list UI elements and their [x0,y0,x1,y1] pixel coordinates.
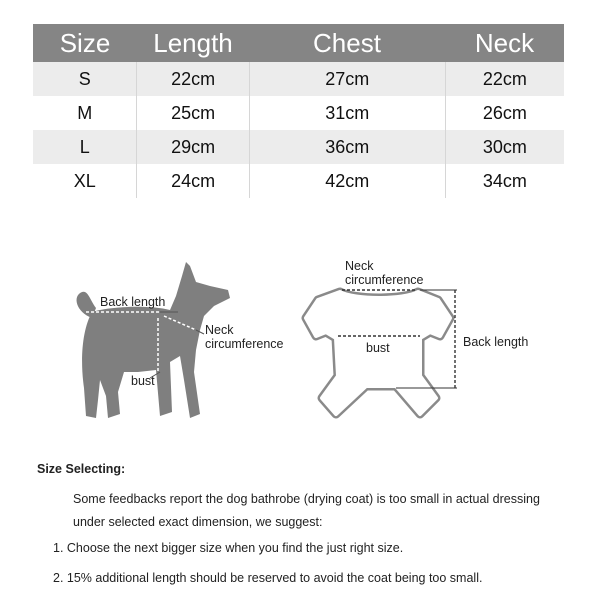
notes-item-2: 2. 15% additional length should be reserved to avoid the coat being too small. [53,571,483,585]
length-cell: 24cm [136,164,248,198]
length-cell: 29cm [136,130,248,164]
chest-cell: 31cm [249,96,445,130]
header-neck: Neck [474,27,535,58]
neck-cell: 30cm [445,130,564,164]
chest-cell: 36cm [249,130,445,164]
header-length: Length [153,27,233,58]
notes-intro-line-2: under selected exact dimension, we suggest: [73,515,323,529]
coat-back-length-label: Back length [463,335,529,349]
notes-heading: Size Selecting: [37,462,126,476]
size-cell: L [79,136,90,157]
notes-item-1: 1. Choose the next bigger size when you find the just right size. [53,541,404,555]
coat-bust-label: bust [366,341,390,355]
size-cell: XL [73,170,96,191]
dog-bust-label: bust [131,374,155,388]
notes-intro-line-1: Some feedbacks report the dog bathrobe (drying coat) is too small in actual dressing [73,492,540,506]
neck-cell: 22cm [445,62,564,96]
coat-neck-label: Neck [345,259,374,273]
chest-cell: 27cm [249,62,445,96]
neck-cell: 26cm [445,96,564,130]
header-size: Size [59,27,111,58]
length-cell: 25cm [136,96,248,130]
chest-cell: 42cm [249,164,445,198]
length-cell: 22cm [136,62,248,96]
coat-circumference-label: circumference [345,273,424,287]
neck-cell: 34cm [445,164,564,198]
dog-neck-label: Neck [205,323,234,337]
size-cell: S [78,68,91,89]
size-cell: M [77,102,93,123]
header-chest: Chest [313,27,381,58]
dog-circumference-label: circumference [205,337,284,351]
dog-back-length-label: Back length [100,295,166,309]
